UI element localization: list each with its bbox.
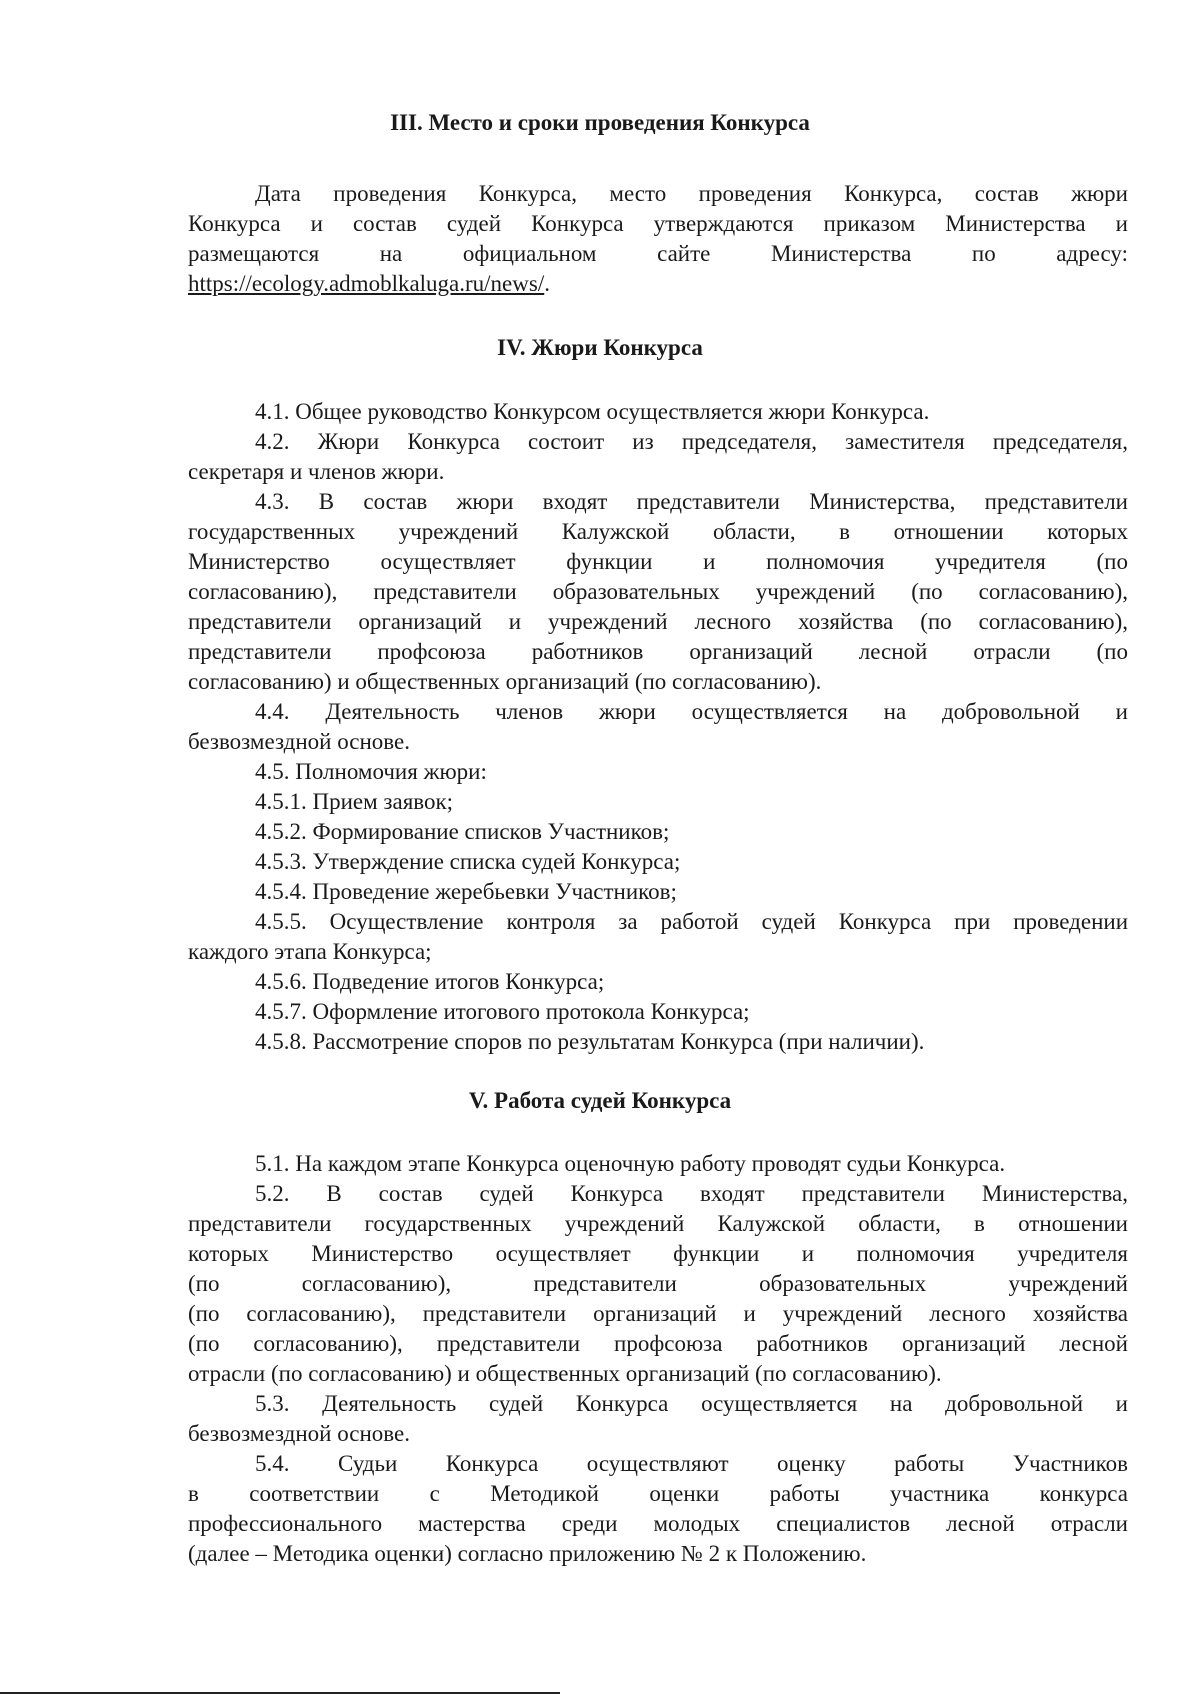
list-item: 4.5.8. Рассмотрение споров по результатам Конкурса (при наличии). <box>255 1029 925 1054</box>
paragraph-line: 5.4. Судьи Конкурса осуществляют оценку работы Участников <box>255 1451 1128 1476</box>
ministry-news-link[interactable]: https://ecology.admoblkaluga.ru/news/ <box>188 271 545 296</box>
paragraph-line: безвозмездной основе. <box>188 1421 410 1446</box>
paragraph-line: государственных учреждений Калужской области, в отношении которых <box>188 519 1128 544</box>
paragraph-line: представители профсоюза работников организаций лесной отрасли (по <box>188 639 1128 664</box>
list-item: 4.5.4. Проведение жеребьевки Участников; <box>255 879 677 904</box>
list-item: каждого этапа Конкурса; <box>188 939 432 964</box>
list-item: 4.5. Полномочия жюри: <box>255 759 487 784</box>
paragraph-line: 5.2. В состав судей Конкурса входят представители Министерства, <box>255 1181 1128 1206</box>
section-3-title: III. Место и сроки проведения Конкурса <box>390 110 810 135</box>
paragraph-line: (по согласованию), представители образовательных учреждений <box>188 1271 1128 1296</box>
paragraph-line: 5.1. На каждом этапе Конкурса оценочную работу проводят судьи Конкурса. <box>255 1151 1006 1176</box>
paragraph-line: согласованию) и общественных организаций (по согласованию). <box>188 669 822 694</box>
paragraph-line: размещаются на официальном сайте Министерства по адресу: <box>188 241 1128 266</box>
paragraph-line: секретаря и членов жюри. <box>188 459 445 484</box>
paragraph-line: профессионального мастерства среди молодых специалистов лесной отрасли <box>188 1511 1128 1536</box>
paragraph-line: 4.3. В состав жюри входят представители Министерства, представители <box>255 489 1128 514</box>
paragraph-line: которых Министерство осуществляет функции и полномочия учредителя <box>188 1241 1128 1266</box>
paragraph-line: безвозмездной основе. <box>188 729 410 754</box>
paragraph-line: представители государственных учреждений Калужской области, в отношении <box>188 1211 1128 1236</box>
paragraph-line <box>188 270 550 298</box>
list-item: 4.5.2. Формирование списков Участников; <box>255 819 670 844</box>
paragraph-line: (по согласованию), представители профсоюза работников организаций лесной <box>188 1331 1128 1356</box>
list-item: 4.5.1. Прием заявок; <box>255 789 454 814</box>
section-5-title: V. Работа судей Конкурса <box>468 1088 732 1113</box>
paragraph-line: Министерство осуществляет функции и полномочия учредителя (по <box>188 549 1128 574</box>
page-bottom-rule <box>0 1692 560 1694</box>
list-item: 4.5.6. Подведение итогов Конкурса; <box>255 969 605 994</box>
paragraph-line: 5.3. Деятельность судей Конкурса осуществляется на добровольной и <box>255 1391 1128 1416</box>
paragraph-line: 4.4. Деятельность членов жюри осуществляется на добровольной и <box>255 699 1128 724</box>
paragraph-line: Конкурса и состав судей Конкурса утверждаются приказом Министерства и <box>188 211 1128 236</box>
paragraph-line: 4.1. Общее руководство Конкурсом осуществляется жюри Конкурса. <box>255 399 930 424</box>
url-period: . <box>544 271 550 296</box>
paragraph-line: представители организаций и учреждений лесного хозяйства (по согласованию), <box>188 609 1128 634</box>
paragraph-line: (далее – Методика оценки) согласно приложению № 2 к Положению. <box>188 1541 867 1566</box>
list-item: 4.5.7. Оформление итогового протокола Конкурса; <box>255 999 750 1024</box>
list-item: 4.5.3. Утверждение списка судей Конкурса; <box>255 849 681 874</box>
paragraph-line: (по согласованию), представители организаций и учреждений лесного хозяйства <box>188 1301 1128 1326</box>
list-item: 4.5.5. Осуществление контроля за работой судей Конкурса при проведении <box>255 909 1128 934</box>
paragraph-line: отрасли (по согласованию) и общественных организаций (по согласованию). <box>188 1361 942 1386</box>
paragraph-line: в соответствии с Методикой оценки работы участника конкурса <box>188 1481 1128 1506</box>
paragraph-line: согласованию), представители образовательных учреждений (по согласованию), <box>188 579 1128 604</box>
paragraph-line: Дата проведения Конкурса, место проведения Конкурса, состав жюри <box>255 181 1128 206</box>
section-4-title: IV. Жюри Конкурса <box>497 335 703 360</box>
paragraph-line: 4.2. Жюри Конкурса состоит из председателя, заместителя председателя, <box>255 429 1128 454</box>
